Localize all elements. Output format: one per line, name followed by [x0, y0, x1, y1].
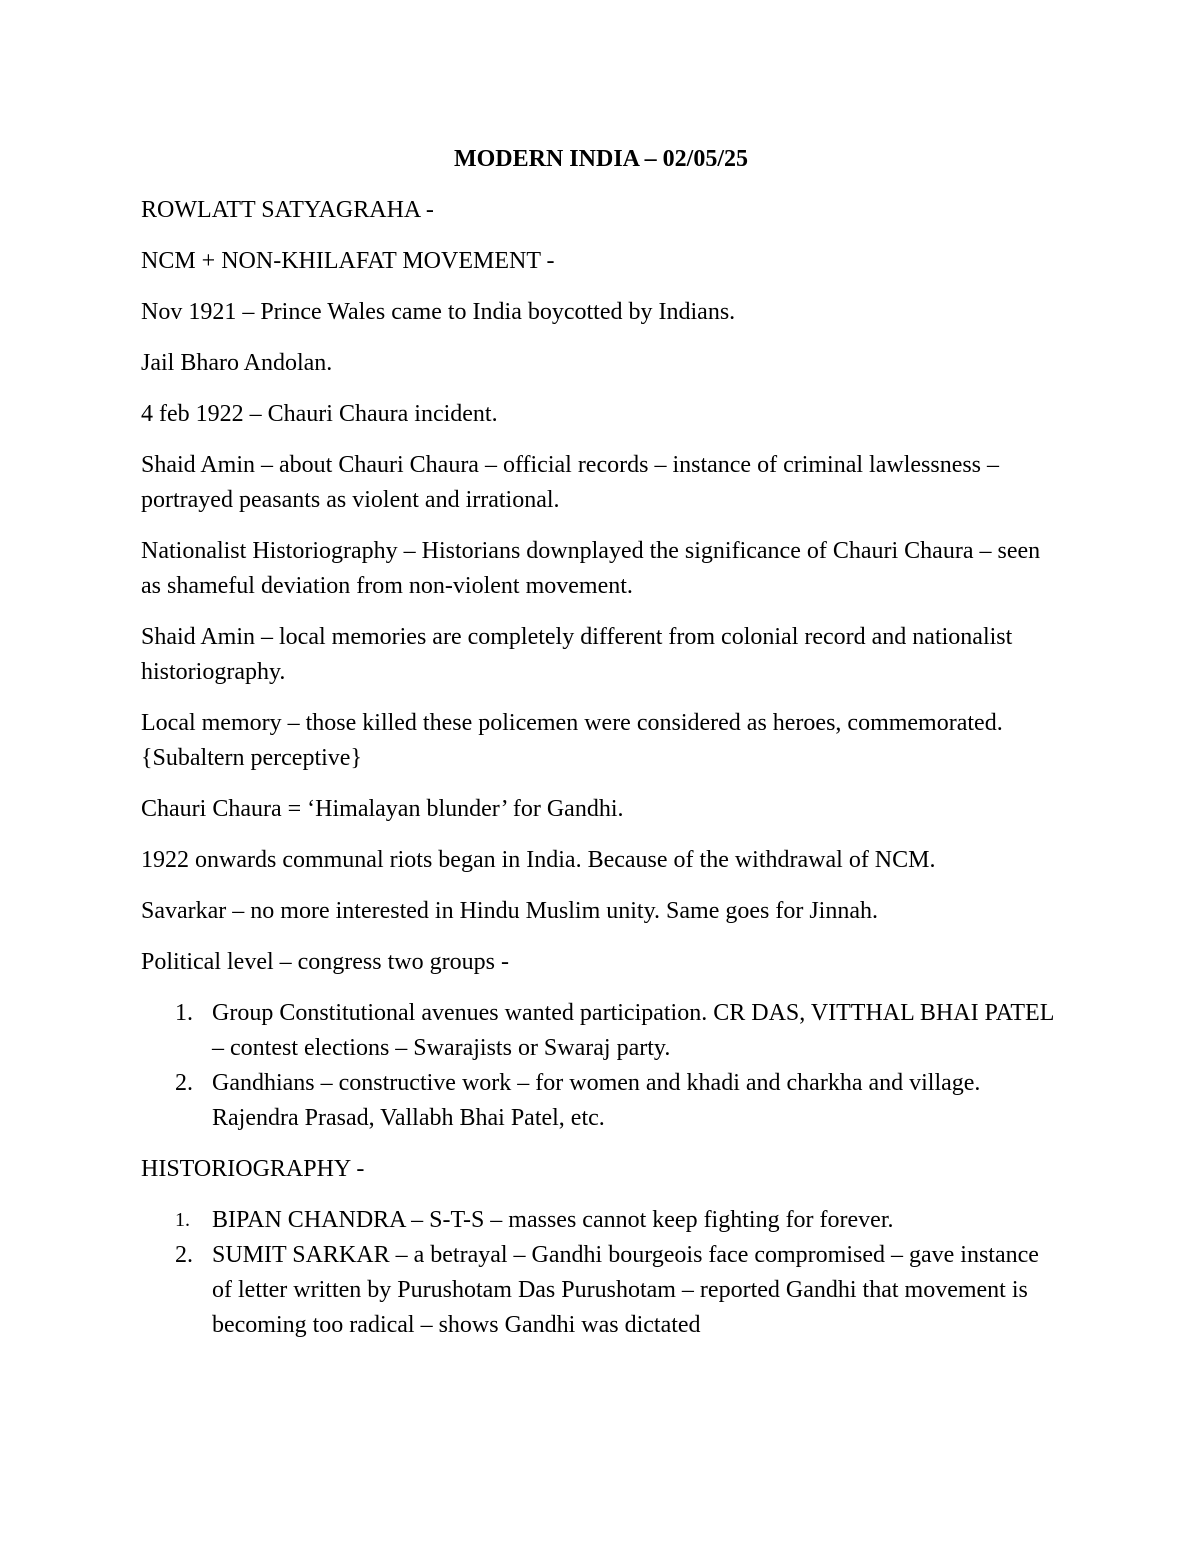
- list-item: [141, 1066, 1061, 1136]
- heading-historiography: HISTORIOGRAPHY -: [141, 1156, 365, 1182]
- list-item: [141, 1203, 1061, 1238]
- list-number: 2.: [175, 1242, 193, 1268]
- heading-rowlatt: ROWLATT SATYAGRAHA -: [141, 197, 434, 223]
- list-number: 1.: [175, 1000, 193, 1026]
- list-item-text: BIPAN CHANDRA – S-T-S – masses cannot keep fighting for forever.: [212, 1207, 894, 1233]
- list-number: 1.: [175, 1209, 190, 1231]
- paragraph: Political level – congress two groups -: [141, 949, 509, 975]
- paragraph: Nationalist Historiography – Historians downplayed the significance of Chauri Chaura – seen as shameful deviation from non-violent movement.: [141, 538, 1041, 599]
- list-item-text: Group Constitutional avenues wanted participation. CR DAS, VITTHAL BHAI PATEL – contest elections – Swarajists or Swaraj party.: [212, 1000, 1054, 1061]
- paragraph: Shaid Amin – about Chauri Chaura – official records – instance of criminal lawlessness – portrayed peasants as violent and irrational.: [141, 452, 1000, 513]
- paragraph: Shaid Amin – local memories are completely different from colonial record and nationalist historiography.: [141, 624, 1013, 685]
- political-groups-list: [141, 996, 1061, 1136]
- page-title: MODERN INDIA – 02/05/25: [453, 146, 748, 172]
- list-number: 2.: [175, 1070, 193, 1096]
- heading-ncm: NCM + NON-KHILAFAT MOVEMENT -: [141, 248, 555, 274]
- paragraph: Nov 1921 – Prince Wales came to India boycotted by Indians.: [141, 299, 736, 325]
- list-item: [141, 996, 1061, 1066]
- paragraph: 4 feb 1922 – Chauri Chaura incident.: [141, 401, 498, 427]
- list-item: [141, 1238, 1061, 1343]
- paragraph: Chauri Chaura = ‘Himalayan blunder’ for Gandhi.: [141, 796, 624, 822]
- list-item-text: SUMIT SARKAR – a betrayal – Gandhi bourgeois face compromised – gave instance of letter written by Purushotam Das Purushotam – reported Gandhi that movement is becoming too radical – shows Gandhi was dictated: [212, 1242, 1039, 1338]
- document-body: [141, 142, 1061, 1359]
- paragraph: Savarkar – no more interested in Hindu Muslim unity. Same goes for Jinnah.: [141, 898, 878, 924]
- historiography-list: [141, 1203, 1061, 1343]
- paragraph: Local memory – those killed these policemen were considered as heroes, commemorated. {Subaltern perceptive}: [141, 710, 1003, 771]
- paragraph: Jail Bharo Andolan.: [141, 350, 333, 376]
- paragraph: 1922 onwards communal riots began in India. Because of the withdrawal of NCM.: [141, 847, 936, 873]
- list-item-text: Gandhians – constructive work – for women and khadi and charkha and village. Rajendra Prasad, Vallabh Bhai Patel, etc.: [212, 1070, 981, 1131]
